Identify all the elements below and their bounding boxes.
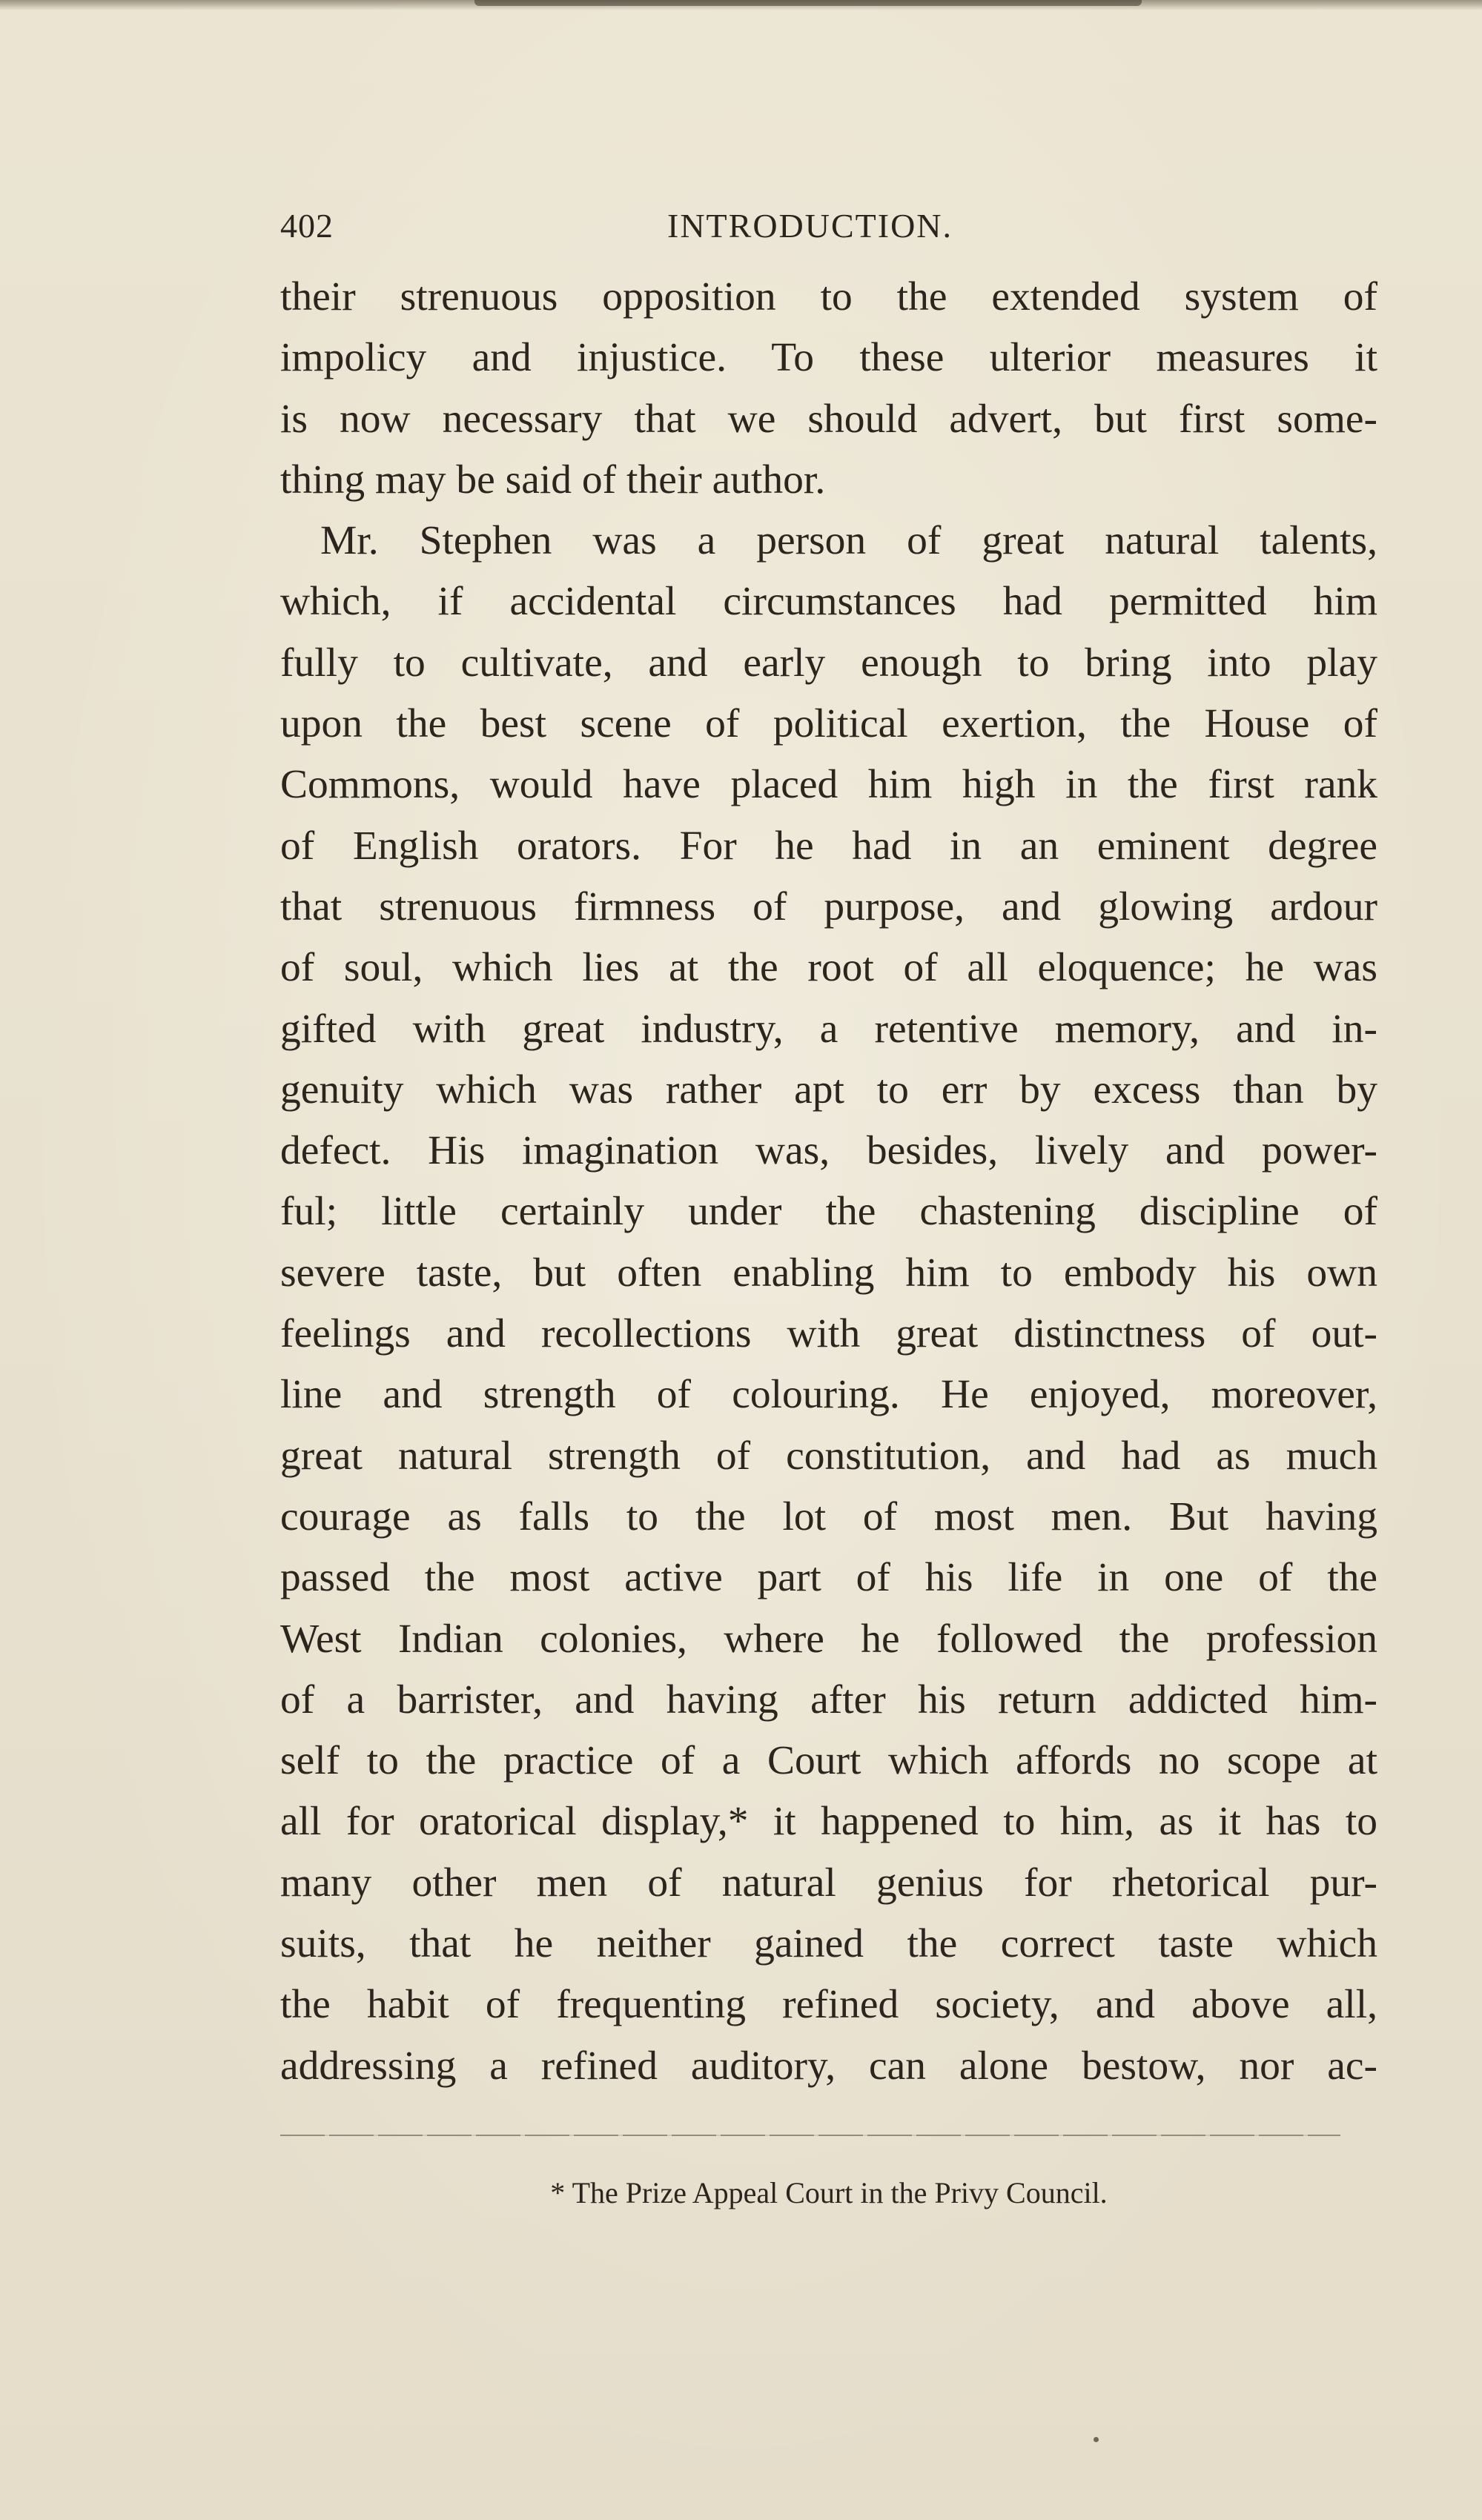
footnote: * The Prize Appeal Court in the Privy Council. [550, 2176, 1108, 2209]
text-line: fully to cultivate, and early enough to bring into play [280, 640, 1377, 686]
paragraph-first-line: Mr. Stephen was a person of great natural talents, [320, 518, 1377, 564]
text-line: impolicy and injustice. To these ulterior measures it [280, 335, 1377, 381]
text-line: is now necessary that we should advert, but first some- [280, 396, 1377, 442]
text-line: upon the best scene of political exertion, the House of [280, 701, 1377, 747]
text-line: all for oratorical display,* it happened to him, as it has to [280, 1799, 1377, 1845]
text-line: severe taste, but often enabling him to embody his own [280, 1250, 1377, 1296]
text-line: thing may be said of their author. [280, 457, 826, 503]
text-line: of a barrister, and having after his return addicted him- [280, 1677, 1377, 1722]
body-text [280, 267, 1377, 2097]
paper-speck [1094, 2437, 1099, 2442]
text-line: addressing a refined auditory, can alone bestow, nor ac- [280, 2043, 1377, 2089]
page-number: 402 [280, 207, 334, 245]
text-line: feelings and recollections with great distinctness of out- [280, 1311, 1377, 1357]
text-line: self to the practice of a Court which affords no scope at [280, 1738, 1377, 1784]
text-line: passed the most active part of his life in one of the [280, 1555, 1377, 1601]
text-line: many other men of natural genius for rhetorical pur- [280, 1860, 1377, 1906]
binding-mark [474, 0, 1142, 6]
text-line: line and strength of colouring. He enjoyed, moreover, [280, 1372, 1377, 1418]
running-title: INTRODUCTION. [667, 207, 953, 245]
text-line: suits, that he neither gained the correct taste which [280, 1921, 1377, 1967]
text-line: which, if accidental circumstances had permitted him [280, 579, 1377, 625]
text-line: ful; little certainly under the chastening discipline of [280, 1189, 1377, 1235]
text-line: Commons, would have placed him high in the first rank [280, 762, 1377, 808]
footnote-divider [280, 2135, 1340, 2136]
text-line: of soul, which lies at the root of all eloquence; he was [280, 945, 1377, 991]
text-line: defect. His imagination was, besides, lively and power- [280, 1128, 1377, 1174]
text-line: gifted with great industry, a retentive memory, and in- [280, 1006, 1377, 1052]
text-line: genuity which was rather apt to err by excess than by [280, 1067, 1377, 1113]
text-line: the habit of frequenting refined society, and above all, [280, 1982, 1377, 2028]
text-line: that strenuous firmness of purpose, and glowing ardour [280, 883, 1377, 929]
text-line: their strenuous opposition to the extended system of [280, 274, 1377, 319]
text-line: courage as falls to the lot of most men. But having [280, 1493, 1377, 1539]
text-line: West Indian colonies, where he followed the profession [280, 1616, 1377, 1662]
page-header [280, 200, 1377, 252]
text-line: great natural strength of constitution, and had as much [280, 1433, 1377, 1479]
text-line: of English orators. For he had in an eminent degree [280, 823, 1377, 869]
